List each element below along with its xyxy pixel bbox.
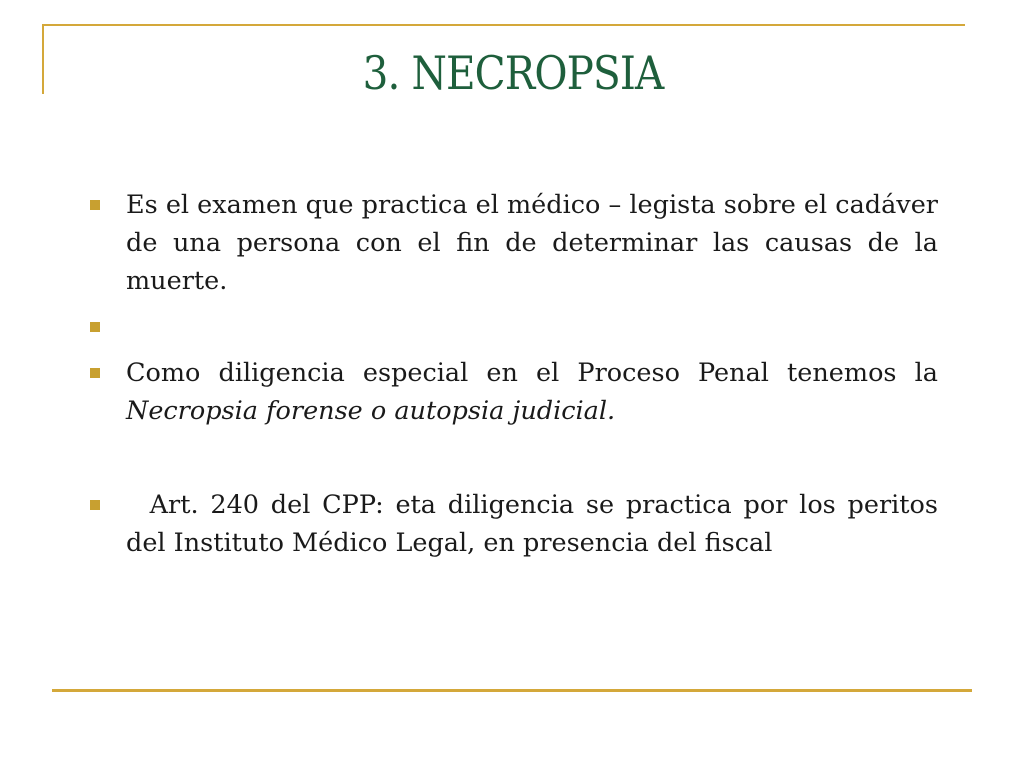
square-bullet-icon (90, 322, 100, 332)
slide-title: 3. NECROPSIA (362, 46, 664, 100)
bullet-item-empty (88, 308, 938, 346)
bullet-text: Como diligencia especial en el Proceso Penal tenemos la (126, 358, 938, 388)
square-bullet-icon (90, 368, 100, 378)
frame-bottom-rule (52, 689, 972, 692)
bullet-item-art-240 (88, 486, 947, 562)
bullet-item-diligencia (88, 354, 938, 430)
bullet-text-italic: Necropsia forense o autopsia judicial. (126, 396, 616, 426)
bullet-text: Es el examen que practica el médico – legista sobre el cadáver de una persona con el fin de determinar las causas de la muerte. (126, 190, 938, 296)
bullet-list (88, 186, 947, 562)
bullet-text: Art. 240 del CPP: eta diligencia se practica por los peritos del Instituto Médico Legal, en presencia del fiscal (126, 490, 947, 558)
square-bullet-icon (90, 200, 100, 210)
bullet-text-empty (126, 308, 938, 346)
square-bullet-icon (90, 500, 100, 510)
bullet-item-definition (88, 186, 938, 300)
frame-left-rule (42, 24, 44, 94)
frame-top-rule (42, 24, 965, 26)
